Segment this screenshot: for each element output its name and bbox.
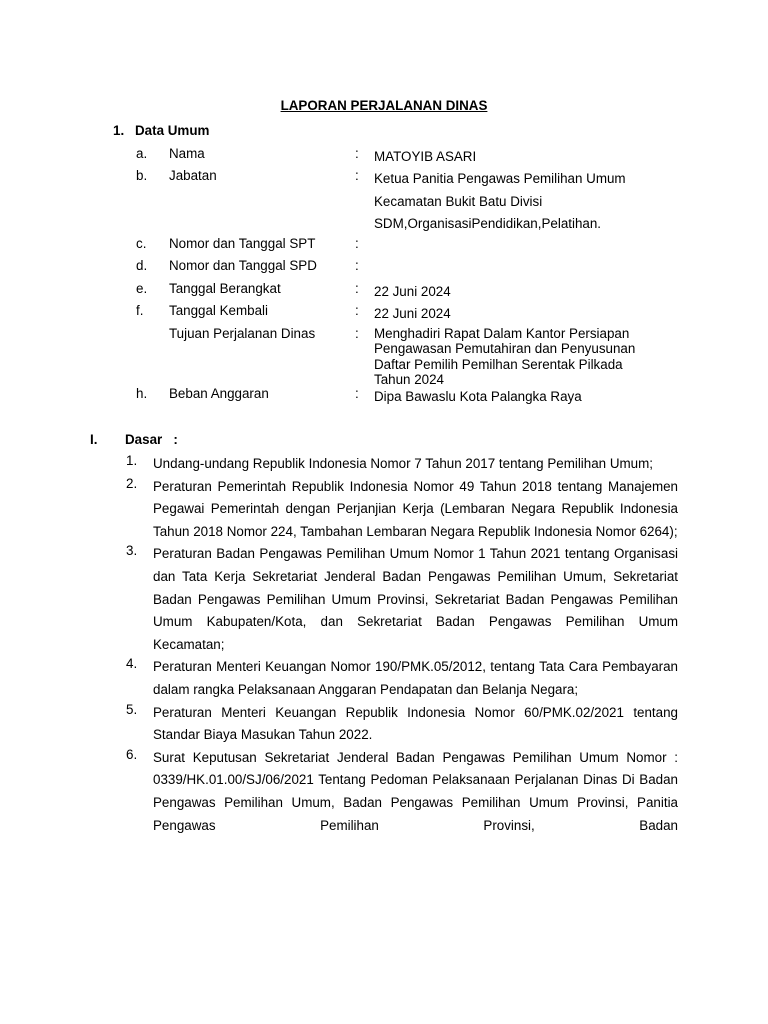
row-label: Nomor dan Tanggal SPD bbox=[169, 258, 317, 273]
value-line: 22 Juni 2024 bbox=[374, 284, 451, 299]
row-colon: : bbox=[355, 303, 359, 318]
row-colon: : bbox=[355, 326, 359, 341]
row-label: Jabatan bbox=[169, 168, 217, 183]
row-colon: : bbox=[355, 386, 359, 401]
section-1-number: 1. bbox=[113, 123, 125, 138]
list-item bbox=[124, 702, 678, 747]
row-colon: : bbox=[355, 281, 359, 296]
row-letter: f. bbox=[136, 303, 144, 318]
row-label: Tanggal Berangkat bbox=[169, 281, 281, 296]
list-item-number: 6. bbox=[126, 746, 138, 762]
row-value bbox=[374, 326, 674, 387]
list-item-text: Peraturan Menteri Keuangan Nomor 190/PMK.05/2012, tentang Tata Cara Pembayaran dalam rangka Pelaksanaan Anggaran Pendapatan dan Belanja Negara; bbox=[153, 659, 678, 697]
list-item bbox=[124, 656, 678, 701]
row-label: Tanggal Kembali bbox=[169, 303, 269, 318]
row-colon: : bbox=[355, 146, 359, 161]
dasar-title: Dasar : bbox=[125, 432, 178, 447]
row-letter: d. bbox=[136, 258, 148, 273]
row-value bbox=[374, 281, 674, 304]
value-line: Kecamatan Bukit Batu Divisi bbox=[374, 193, 543, 209]
list-item-number: 2. bbox=[126, 475, 138, 491]
list-item-text: Peraturan Pemerintah Republik Indonesia Nomor 49 Tahun 2018 tentang Manajemen Pegawai Pemerintah dengan Perjanjian Kerja (Lembaran Negara Republik Indonesia Tahun 2018 Nomor 224, Tambahan Lembaran Negara Republik Indonesia Nomor 6264); bbox=[153, 478, 678, 539]
row-colon: : bbox=[355, 236, 359, 251]
row-letter: e. bbox=[136, 281, 148, 296]
row-letter: c. bbox=[136, 236, 147, 251]
value-line: Dipa Bawaslu Kota Palangka Raya bbox=[374, 389, 582, 404]
value-line: 22 Juni 2024 bbox=[374, 306, 451, 321]
row-letter: a. bbox=[136, 146, 148, 161]
value-line: Tahun 2024 bbox=[374, 371, 444, 387]
list-item-text: Peraturan Badan Pengawas Pemilihan Umum Nomor 1 Tahun 2021 tentang Organisasi dan Tata Kerja Sekretariat Jenderal Badan Pengawas Pemilihan Umum, Sekretariat Badan Pengawas Pemilihan Umum Provinsi, Sekretariat Badan Pengawas Pemilihan Umum Kabupaten/Kota, dan Sekretariat Badan Pengawas Pemilihan Umum Kecamatan; bbox=[153, 546, 678, 652]
value-line: Menghadiri Rapat Dalam Kantor Persiapan bbox=[374, 326, 630, 341]
value-line: Ketua Panitia Pengawas Pemilihan Umum bbox=[374, 171, 626, 186]
list-item bbox=[124, 747, 678, 837]
row-colon: : bbox=[355, 258, 359, 273]
list-item-number: 5. bbox=[126, 701, 138, 717]
document-title: LAPORAN PERJALANAN DINAS bbox=[280, 98, 488, 113]
row-value bbox=[374, 168, 674, 236]
value-line: MATOYIB ASARI bbox=[374, 149, 477, 164]
list-item bbox=[124, 476, 678, 544]
row-label: Nomor dan Tanggal SPT bbox=[169, 236, 316, 251]
row-label: Beban Anggaran bbox=[169, 386, 269, 401]
list-item-number: 1. bbox=[126, 453, 138, 468]
row-value bbox=[374, 386, 674, 409]
dasar-list bbox=[124, 453, 678, 837]
list-item-text: Peraturan Menteri Keuangan Republik Indonesia Nomor 60/PMK.02/2021 tentang Standar Biaya Masukan Tahun 2022. bbox=[153, 704, 678, 743]
row-value bbox=[374, 146, 674, 169]
row-letter: b. bbox=[136, 168, 148, 183]
value-line: Daftar Pemilih Pemilhan Serentak Pilkada bbox=[374, 356, 623, 372]
row-letter: h. bbox=[136, 386, 148, 401]
dasar-roman-number: I. bbox=[90, 432, 98, 447]
row-label: Tujuan Perjalanan Dinas bbox=[169, 326, 316, 341]
list-item bbox=[124, 543, 678, 656]
row-colon: : bbox=[355, 168, 359, 183]
list-item-text: Undang-undang Republik Indonesia Nomor 7 Tahun 2017 tentang Pemilihan Umum; bbox=[153, 456, 653, 471]
value-line: SDM,OrganisasiPendidikan,Pelatihan. bbox=[374, 216, 602, 231]
list-item-number: 4. bbox=[126, 656, 138, 672]
list-item-number: 3. bbox=[126, 543, 138, 559]
row-label: Nama bbox=[169, 146, 205, 161]
dasar-heading bbox=[90, 432, 178, 447]
section-1-title: Data Umum bbox=[135, 123, 210, 138]
section-1-heading bbox=[113, 123, 209, 138]
value-line: Pengawasan Pemutahiran dan Penyusunan bbox=[374, 341, 636, 357]
list-item bbox=[124, 453, 678, 476]
list-item-text: Surat Keputusan Sekretariat Jenderal Badan Pengawas Pemilihan Umum Nomor : 0339/HK.01.00/SJ/06/2021 Tentang Pedoman Pelaksanaan Perjalanan Dinas Di Badan Pengawas Pemilihan Umum, Badan Pengawas Pemilihan Umum Provinsi, Panitia Pengawas Pemilihan Provinsi, Badan bbox=[153, 749, 678, 833]
row-value bbox=[374, 303, 674, 326]
